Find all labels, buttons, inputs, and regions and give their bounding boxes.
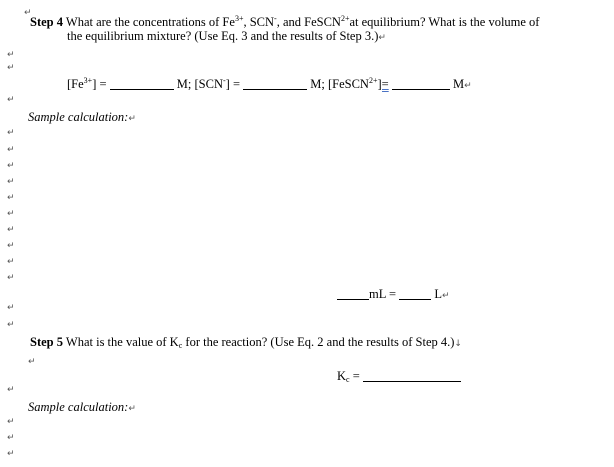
ml-blank[interactable] — [337, 288, 369, 300]
paragraph-mark: ↵ — [128, 404, 136, 414]
ml-label: mL = — [369, 287, 397, 301]
fescn-conc-label: M; [FeSCN$^{2+}$]= — [310, 76, 389, 91]
step4-question-line2 — [67, 29, 386, 44]
paragraph-mark: ↵ — [378, 33, 386, 43]
scn-charge: - — [274, 14, 277, 23]
paragraph-mark: ↵ — [24, 8, 32, 18]
l-blank[interactable] — [399, 288, 431, 300]
fescn-charge: 2+ — [340, 14, 350, 23]
paragraph-mark: ↵ — [7, 128, 15, 138]
step4-question-text: the equilibrium mixture? (Use Eq. 3 and the results of Step 3.) — [67, 29, 379, 43]
l-label: L — [434, 287, 442, 301]
paragraph-mark: ↵ — [464, 81, 472, 91]
kc-label: $K_c$ = — [337, 369, 360, 384]
paragraph-mark: ↵ — [28, 357, 36, 367]
volume-line — [337, 287, 450, 302]
kc-subscript: c — [178, 341, 183, 350]
scn-conc-label: M; [SCN-] = — [176, 76, 240, 91]
paragraph-mark: ↵ — [7, 257, 15, 267]
line-break-mark: ↓ — [454, 339, 462, 349]
concentration-line — [67, 77, 472, 92]
paragraph-mark: ↵ — [441, 291, 450, 301]
paragraph-mark: ↵ — [7, 303, 15, 313]
paragraph-mark: ↵ — [7, 225, 15, 235]
step4-question-text: at equilibrium? What is the volume of — [349, 15, 540, 29]
step5-question-text: for the reaction? (Use Eq. 2 and the results of Step 4.) — [182, 335, 455, 349]
kc-blank[interactable] — [363, 370, 461, 382]
paragraph-mark: ↵ — [7, 273, 15, 283]
paragraph-mark: ↵ — [7, 177, 15, 187]
paragraph-mark: ↵ — [7, 161, 15, 171]
step4-question-text: , and FeSCN — [276, 15, 341, 29]
paragraph-mark: ↵ — [7, 385, 15, 395]
paragraph-mark: ↵ — [7, 241, 15, 251]
paragraph-mark: ↵ — [7, 63, 15, 73]
paragraph-mark: ↵ — [128, 114, 136, 124]
fe-charge: 3+ — [234, 14, 244, 23]
step4-question-text: What are the concentrations of Fe — [63, 15, 235, 29]
paragraph-mark: ↵ — [7, 320, 15, 330]
scn-conc-blank[interactable] — [243, 78, 307, 90]
paragraph-mark: ↵ — [7, 449, 15, 459]
paragraph-mark: ↵ — [7, 95, 15, 105]
step4-question-line1 — [30, 15, 539, 30]
fe-conc-label: $[Fe^{3+}]$ = — [67, 76, 107, 91]
sample-calc-label: Sample calculation:↵ — [28, 400, 136, 414]
step5-label: Step 5 — [30, 335, 63, 349]
paragraph-mark: ↵ — [7, 193, 15, 203]
step5-question — [30, 335, 462, 350]
fescn-unit: M — [452, 77, 465, 91]
paragraph-mark: ↵ — [7, 50, 15, 60]
step5-question-text: What is the value of K — [63, 335, 179, 349]
paragraph-mark: ↵ — [7, 433, 15, 443]
paragraph-mark: ↵ — [7, 417, 15, 427]
step4-label: Step 4 — [30, 15, 63, 29]
paragraph-mark: ↵ — [7, 145, 15, 155]
kc-line — [337, 369, 461, 384]
fescn-conc-blank[interactable] — [392, 78, 450, 90]
paragraph-mark: ↵ — [7, 209, 15, 219]
fe-conc-blank[interactable] — [110, 78, 174, 90]
step4-question-text: , SCN — [243, 15, 275, 29]
sample-calc-label: Sample calculation:↵ — [28, 110, 136, 124]
